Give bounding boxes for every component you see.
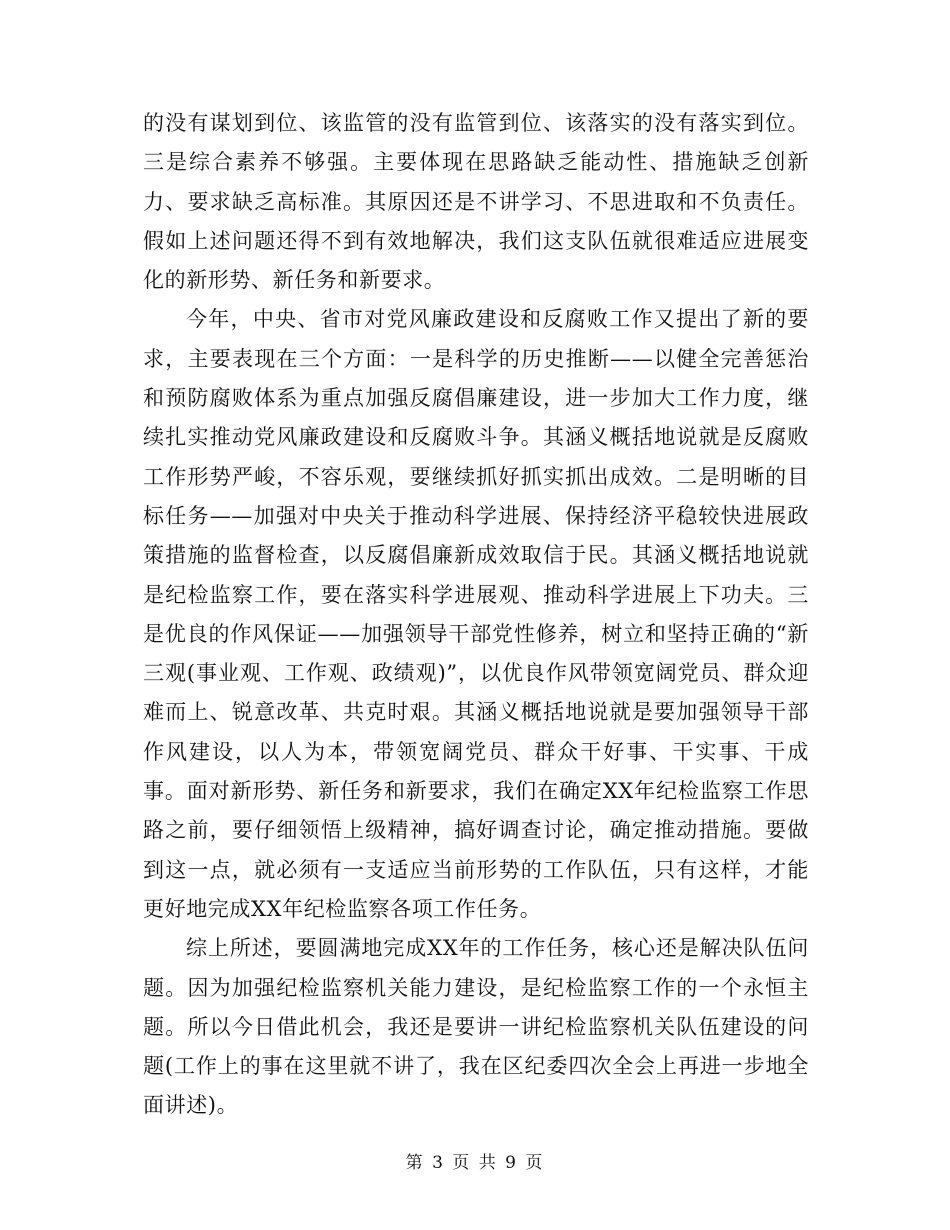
paragraph-2: 今年，中央、省市对党风廉政建设和反腐败工作又提出了新的要求，主要表现在三个方面：一是科学的历史推断——以健全完善惩治和预防腐败体系为重点加强反腐倡廉建设，进一步加大工作力度，继续扎实推动党风廉政建设和反腐败斗争。其涵义概括地说就是反腐败工作形势严峻，不容乐观，要继续抓好抓实抓出成效。二是明晰的目标任务——加强对中央关于推动科学进展、保持经济平稳较快进展政策措施的监督检查，以反腐倡廉新成效取信于民。其涵义概括地说就是纪检监察工作，要在落实科学进展观、推动科学进展上下功夫。三是优良的作风保证——加强领导干部党性修养，树立和坚持正确的“新三观(事业观、工作观、政绩观)”，以优良作风带领宽阔党员、群众迎难而上、锐意改革、共克时艰。其涵义概括地说就是要加强领导干部作风建设，以人为本，带领宽阔党员、群众干好事、干实事、干成事。面对新形势、新任务和新要求，我们在确定XX年纪检监察工作思路之前，要仔细领悟上级精神，搞好调查讨论，确定推动措施。要做到这一点，就必须有一支适应当前形势的工作队伍，只有这样，才能更好地完成XX年纪检监察各项工作任务。 bbox=[143, 307, 809, 921]
page-number-footer: 第 3 页 共 9 页 bbox=[405, 1153, 545, 1173]
paragraph-3: 综上所述，要圆满地完成XX年的工作任务，核心还是解决队伍问题。因为加强纪检监察机关能力建设，是纪检监察工作的一个永恒主题。所以今日借此机会，我还是要讲一讲纪检监察机关队伍建设的问题(工作上的事在这里就不讲了，我在区纪委四次全会上再进一步地全面讲述)。 bbox=[143, 936, 809, 1118]
document-body bbox=[143, 104, 809, 1126]
paragraph-1: 的没有谋划到位、该监管的没有监管到位、该落实的没有落实到位。三是综合素养不够强。主要体现在思路缺乏能动性、措施缺乏创新力、要求缺乏高标准。其原因还是不讲学习、不思进取和不负责任。假如上述问题还得不到有效地解决，我们这支队伍就很难适应进展变化的新形势、新任务和新要求。 bbox=[143, 111, 809, 293]
